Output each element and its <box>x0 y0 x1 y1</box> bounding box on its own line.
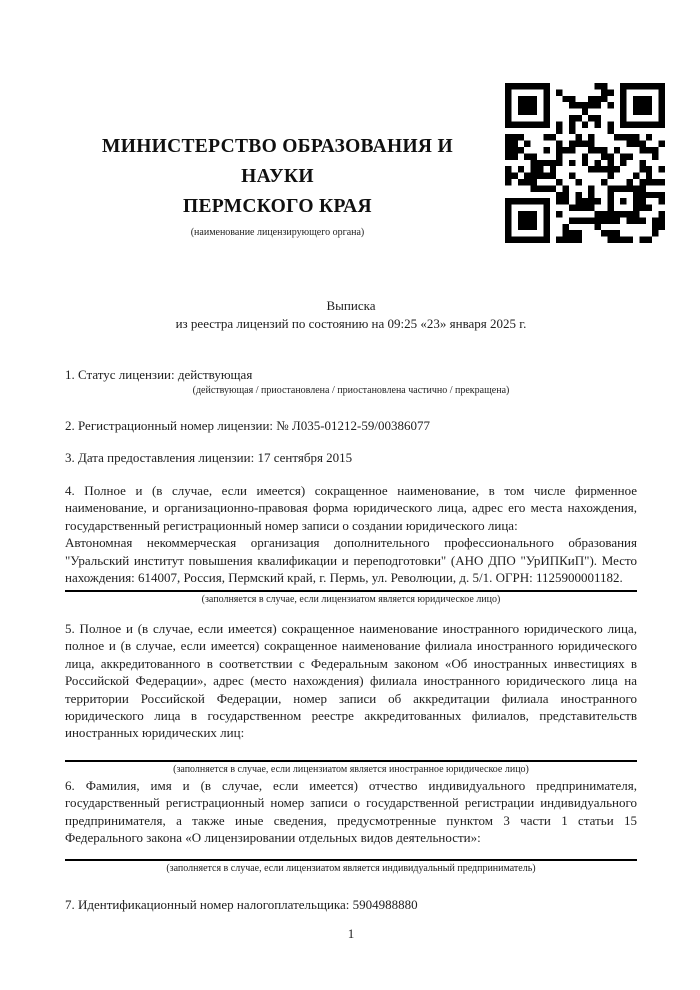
field-legal-entity-value: Автономная некоммерческая организация дополнительного профессионального образования "Уральский институт повышения квалификации и переподготовки" (АНО ДПО "УрИПКиП"). Место нахождения: 614007, Россия, Пермский край, г. Пермь, ул. Революции, д. 5/1. ОГРН: 1125900001182. <box>65 535 637 586</box>
field-registration-number-text: 2. Регистрационный номер лицензии: № Л035-01212-59/00386077 <box>65 418 431 433</box>
field-taxpayer-id <box>65 896 637 913</box>
field-license-status <box>65 366 637 397</box>
fill-in-line <box>65 859 637 861</box>
fill-in-line <box>65 760 637 762</box>
authority-caption: (наименование лицензирующего органа) <box>190 227 365 238</box>
field-license-status-text: 1. Статус лицензии: действующая <box>65 367 253 382</box>
field-legal-entity-note: (заполняется в случае, если лицензиатом является юридическое лицо) <box>201 594 501 606</box>
field-foreign-entity-label: 5. Полное и (в случае, если имеется) сокращенное наименование иностранного юридического лица, полное и (в случае, если имеется) сокращенное наименование филиала иностранного юридического лица, аккредитованного в соответствии с Федеральным законом «Об иностранных инвестициях в Российской Федерации», адрес (место нахождения) филиала иностранного юридического лица на территории Российской Федерации, номер записи об аккредитации филиала иностранного юридического лица в государственном реестре аккредитованных филиалов, представительств иностранных юридических лиц: <box>65 621 637 741</box>
field-legal-entity <box>65 482 637 606</box>
authority-name-line1: МИНИСТЕРСТВО ОБРАЗОВАНИЯ И НАУКИ <box>102 136 453 187</box>
field-entrepreneur-value <box>65 847 637 855</box>
field-registration-number <box>65 417 637 434</box>
field-foreign-entity <box>65 620 637 776</box>
field-grant-date-text: 3. Дата предоставления лицензии: 17 сентября 2015 <box>65 450 353 465</box>
field-entrepreneur-note: (заполняется в случае, если лицензиатом является индивидуальный предприниматель) <box>166 862 536 874</box>
field-grant-date <box>65 449 637 466</box>
licensing-authority-header <box>65 132 490 239</box>
field-foreign-entity-note: (заполняется в случае, если лицензиатом является иностранное юридическое лицо) <box>173 763 529 775</box>
field-license-status-note: (действующая / приостановлена / приостановлена частично / прекращена) <box>192 385 510 397</box>
field-taxpayer-id-text: 7. Идентификационный номер налогоплательщика: 5904988880 <box>65 897 418 912</box>
qr-code-icon <box>505 83 665 243</box>
field-entrepreneur-label: 6. Фамилия, имя и (в случае, если имеется) отчество индивидуального предпринимателя, государственный регистрационный номер записи о государственной регистрации индивидуального предпринимателя, а также иные сведения, предусмотренные пунктом 3 части 1 статьи 15 Федерального закона «О лицензировании отдельных видов деятельности»: <box>65 778 637 846</box>
field-legal-entity-label: 4. Полное и (в случае, если имеется) сокращенное наименование, в том числе фирменное наименование, и организационно-правовая форма юридического лица, адрес его места нахождения, государственный регистрационный номер записи о создании юридического лица: <box>65 483 637 533</box>
document-title-line1: Выписка <box>326 298 376 313</box>
document-title <box>65 297 637 332</box>
document-title-line2: из реестра лицензий по состоянию на 09:25 «23» января 2025 г. <box>175 315 527 331</box>
authority-name-line2: ПЕРМСКОГО КРАЯ <box>183 196 372 217</box>
fill-in-line <box>65 590 637 592</box>
field-foreign-entity-value <box>65 742 637 756</box>
page-number: 1 <box>347 926 355 941</box>
field-entrepreneur <box>65 777 637 875</box>
